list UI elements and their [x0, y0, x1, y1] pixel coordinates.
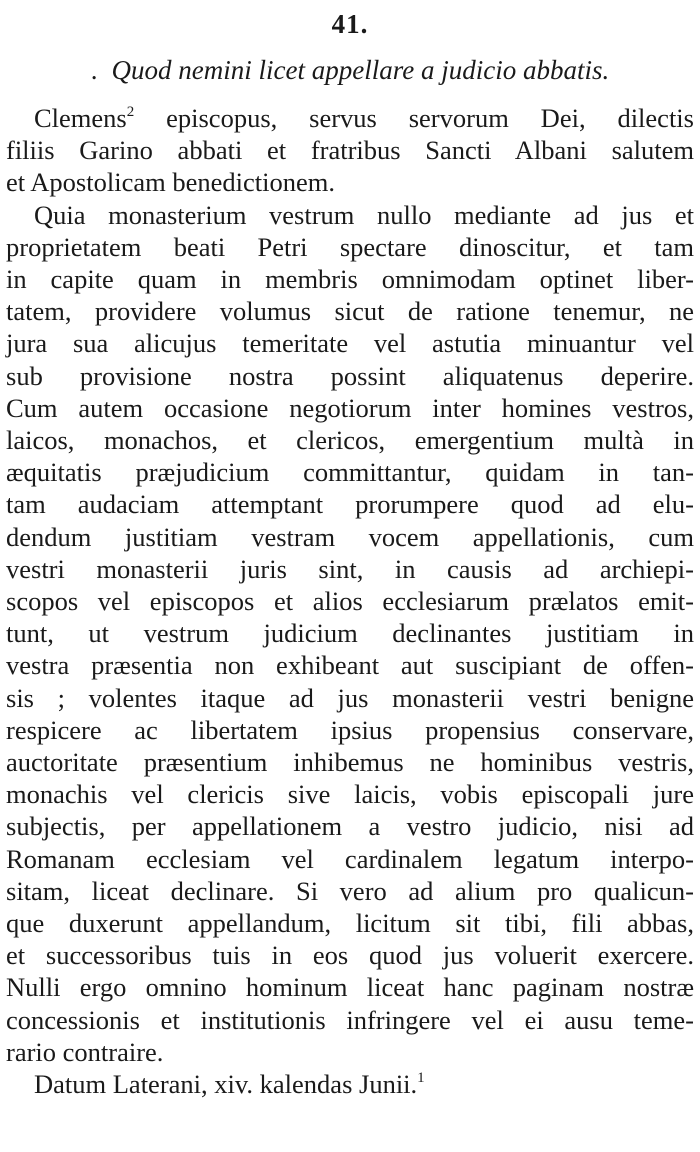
text-line: sub provisione nostra possint aliquatenus deperire. — [6, 360, 694, 391]
text-line: sitam, liceat declinare. Si vero ad alium pro qualicun- — [6, 875, 694, 906]
text-line: tunt, ut vestrum judicium declinantes justitiam in — [6, 618, 694, 649]
text-line: et Apostolicam benedictionem. — [6, 167, 335, 198]
text-line: tam audaciam attemptant prorumpere quod ad elu- — [6, 489, 694, 520]
page-number: 41. — [331, 9, 369, 39]
text-line: Romanam ecclesiam vel cardinalem legatum interpo- — [6, 843, 694, 874]
text-line: vestra præsentia non exhibeant aut suscipiant de offen- — [6, 650, 694, 681]
section-heading — [6, 52, 694, 88]
text-line: tatem, providere volumus sicut de ratione tenemur, ne — [6, 296, 694, 327]
text-line: æquitatis præjudicium committantur, quidam in tan- — [6, 457, 694, 488]
text-line: Nulli ergo omnino hominum liceat hanc paginam nostræ — [6, 972, 694, 1003]
text-line: scopos vel episcopos et alios ecclesiarum prælatos emit- — [6, 586, 694, 617]
paragraph-date — [6, 1068, 694, 1100]
document-page — [6, 0, 694, 1100]
text-line: Cum autem occasione negotiorum inter homines vestros, — [6, 392, 694, 423]
text-line — [6, 102, 694, 134]
text-line — [6, 1068, 694, 1100]
text-line: dendum justitiam vestram vocem appellationis, cum — [6, 521, 694, 552]
text-line: proprietatem beati Petri spectare dinoscitur, et tam — [6, 231, 694, 262]
heading-dot: . — [90, 55, 98, 85]
paragraph-salutation — [6, 102, 694, 199]
text-line: in capite quam in membris omnimodam optinet liber- — [6, 264, 694, 295]
heading-text: Quod nemini licet appellare a judicio abbatis. — [111, 55, 610, 85]
text-line: auctoritate præsentium inhibemus ne hominibus vestris, — [6, 747, 694, 778]
text-line: rario contraire. — [6, 1036, 164, 1067]
text-line: et successoribus tuis in eos quod jus voluerit exercere. — [6, 940, 694, 971]
paragraph-body — [6, 199, 694, 1068]
text-line: filiis Garino abbati et fratribus Sancti Albani salutem — [6, 135, 694, 166]
text-span: episcopus, servus servorum Dei, dilectis — [134, 103, 694, 133]
text-line: monachis vel clericis sive laicis, vobis episcopali jure — [6, 779, 694, 810]
text-span: Clemens — [34, 103, 127, 133]
text-line: subjectis, per appellationem a vestro judicio, nisi ad — [6, 811, 694, 842]
text-line: Quia monasterium vestrum nullo mediante ad jus et — [34, 199, 694, 230]
text-line: jura sua alicujus temeritate vel astutia minuantur vel — [6, 328, 694, 359]
footnote-marker: 2 — [126, 104, 135, 120]
text-line: vestri monasterii juris sint, in causis ad archiepi- — [6, 553, 694, 584]
text-line: que duxerunt appellandum, licitum sit tibi, fili abbas, — [6, 908, 694, 939]
text-line: respicere ac libertatem ipsius propensius conservare, — [6, 714, 694, 745]
text-line: sis ; volentes itaque ad jus monasterii vestri benigne — [6, 682, 694, 713]
text-line: laicos, monachos, et clericos, emergentium multà in — [6, 425, 694, 456]
footnote-marker: 1 — [417, 1070, 425, 1087]
date-text: Datum Laterani, xiv. kalendas Junii. — [34, 1069, 418, 1100]
text-line: concessionis et institutionis infringere vel ei ausu teme- — [6, 1004, 694, 1035]
